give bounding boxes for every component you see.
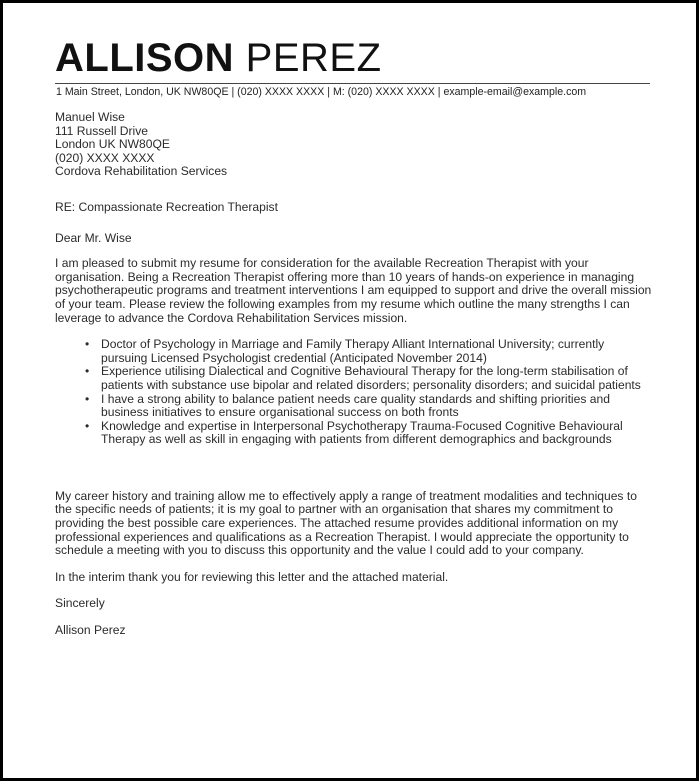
list-item-text: Knowledge and expertise in Interpersonal Psychotherapy Trauma-Focused Cognitive Behavioural Therapy as well as skill in engaging with patients from different demographics and backgrounds bbox=[101, 418, 623, 447]
salutation: Dear Mr. Wise bbox=[55, 230, 132, 245]
list-item-text: I have a strong ability to balance patient needs care quality standards and shifting priorities and business initiatives to ensure organisational success on both fronts bbox=[101, 391, 610, 420]
recipient-name: Manuel Wise bbox=[55, 110, 125, 124]
list-item-text: Doctor of Psychology in Marriage and Family Therapy Alliant International University; currently pursuing Licensed Psychologist credential (Anticipated November 2014) bbox=[101, 337, 605, 365]
recipient-phone: (020) XXXX XXXX bbox=[55, 150, 155, 165]
bullet-icon: • bbox=[85, 391, 90, 406]
letter-body bbox=[55, 111, 653, 638]
sender-contact-line: 1 Main Street, London, UK NW80QE | (020) XXXX XXXX | M: (020) XXXX XXXX | example-email@example.com bbox=[56, 86, 587, 98]
bullet-icon: • bbox=[85, 337, 90, 352]
career-paragraph: My career history and training allow me to effectively apply a range of treatment modalities and techniques to the specific needs of patients; it is my goal to partner with an organisation that shares my commitment to providing the best possible care experiences. The attached resume provides additional information on my professional experiences and qualifications as a Recreation Therapist. I would appreciate the opportunity to schedule a meeting with you to discuss this opportunity and the value I could add to your company. bbox=[55, 488, 637, 558]
bullet-icon: • bbox=[85, 364, 90, 379]
strengths-list bbox=[55, 338, 653, 447]
bullet-icon: • bbox=[85, 418, 90, 433]
header-divider bbox=[55, 83, 650, 84]
closing: Sincerely bbox=[55, 596, 105, 611]
recipient-block bbox=[55, 111, 653, 179]
recipient-city: London UK NW80QE bbox=[55, 137, 170, 152]
sender-last-name: PEREZ bbox=[245, 36, 382, 80]
list-item-text: Experience utilising Dialectical and Cognitive Behavioural Therapy for the long-term stabilisation of patients with substance use bipolar and related disorders; personality disorders; and suicidal patients bbox=[101, 364, 641, 392]
list-item bbox=[85, 418, 653, 447]
recipient-company: Cordova Rehabilitation Services bbox=[55, 164, 228, 179]
subject-line: RE: Compassionate Recreation Therapist bbox=[55, 199, 278, 214]
list-item bbox=[85, 364, 653, 392]
sender-first-name: ALLISON bbox=[55, 36, 235, 80]
recipient-street: 111 Russell Drive bbox=[55, 123, 148, 138]
list-item bbox=[85, 391, 653, 420]
sender-name bbox=[55, 35, 382, 81]
intro-paragraph: I am pleased to submit my resume for consideration for the available Recreation Therapist with your organisation. Being a Recreation Therapist offering more than 10 years of hands-on experience in managing psychotherapeutic programs and treatment interventions I am equipped to support and drive the overall mission of your team. Please review the following examples from my resume which outline the many strengths I can leverage to advance the Cordova Rehabilitation Services mission. bbox=[55, 256, 652, 325]
thanks-paragraph: In the interim thank you for reviewing this letter and the attached material. bbox=[55, 569, 449, 584]
signature-name: Allison Perez bbox=[55, 623, 126, 638]
list-item bbox=[85, 337, 653, 365]
